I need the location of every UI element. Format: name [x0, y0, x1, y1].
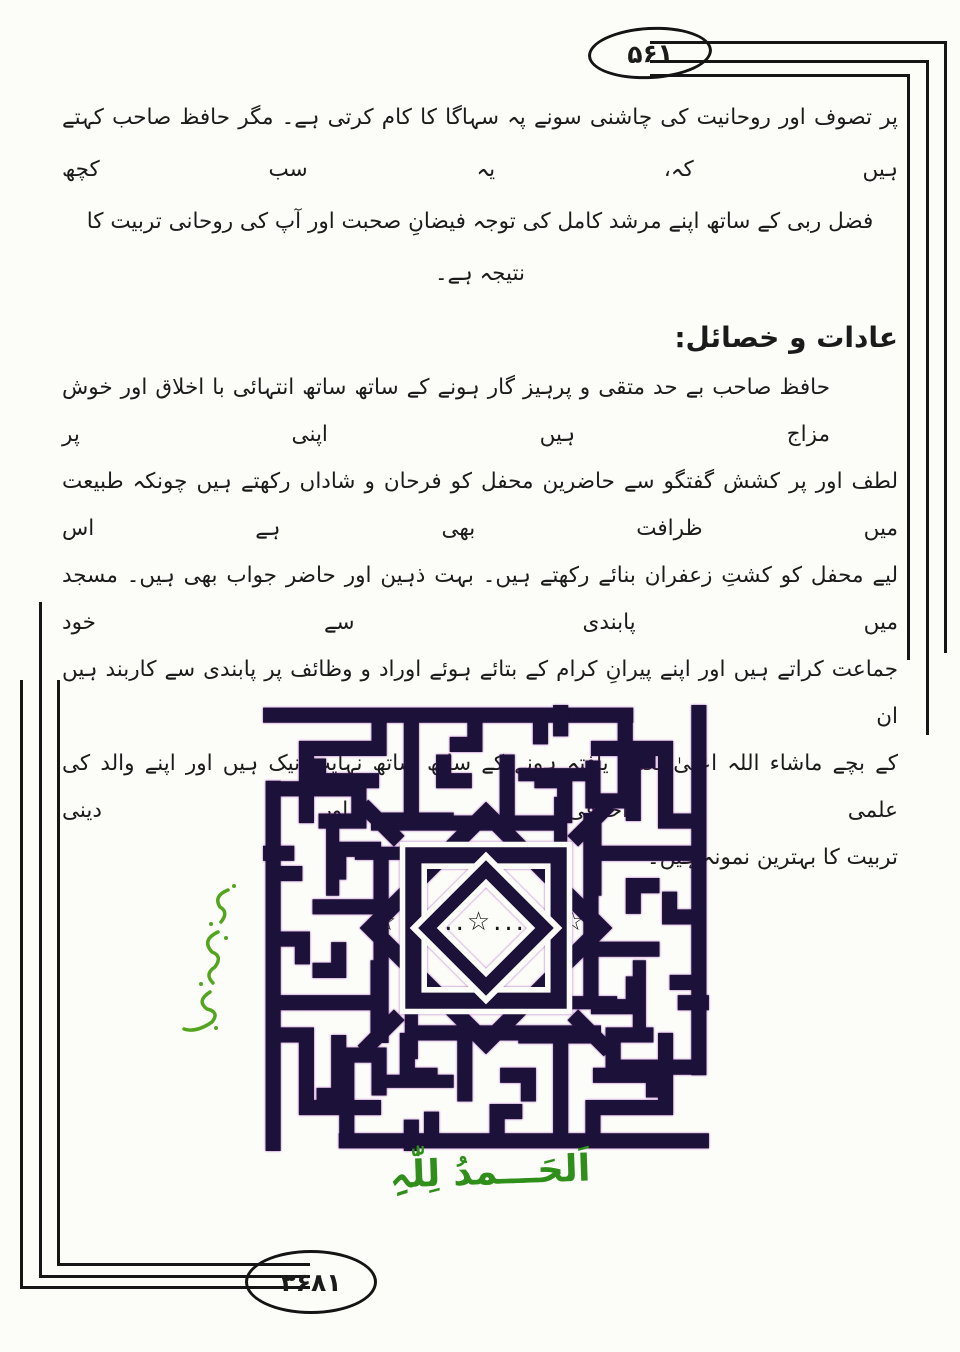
frame-line-left-inner	[57, 680, 60, 1266]
frame-line-right-middle	[926, 60, 929, 735]
frame-line-right-outer	[944, 41, 947, 653]
page-number-oval-bottom	[245, 1250, 377, 1314]
frame-line-left-outer	[20, 680, 23, 1289]
page-number-bottom: ۳۶۸۱	[280, 1267, 342, 1297]
urdu-text-line: حافظ صاحب بے حد متقی و پرہیز گار ہونے کے ساتھ ساتھ انتہائی با اخلاق اور خوش مزاج ہیں اپنی پر	[62, 375, 830, 447]
urdu-text-line: جماعت کراتے ہیں اور اپنے پیرانِ کرام کے بتائے ہوئے اوراد و وظائف پر پابندی سے کاربند ہیں ان	[62, 657, 898, 729]
calligraphy-caption: اَلحَـــمدُ لِلّٰہِ	[388, 1146, 592, 1197]
urdu-text-line: تربیت کا بہترین نمونہ ہیں۔	[647, 845, 898, 870]
frame-line-top-inner	[650, 74, 910, 77]
stars-divider: ☆......☆......☆	[372, 907, 588, 937]
urdu-text-line: پر تصوف اور روحانیت کی چاشنی سونے پہ سہاگا کا کام کرتی ہے۔ مگر حافظ صاحب کہتے ہیں کہ، یہ سب کچھ	[62, 105, 898, 182]
urdu-text-line: کے بچے ماشاء اللہ اعلیٰ تعلیم یافتہ ہونے کے ساتھ ساتھ نہایت نیک ہیں اور اپنے والد کی علمی اخلاقی اور دینی	[62, 751, 898, 823]
urdu-text-line: فضل ربی کے ساتھ اپنے مرشد کامل کی توجہ فیضانِ صحبت اور آپ کی روحانی تربیت کا نتیجہ ہے۔	[86, 209, 874, 286]
kufic-calligraphy-artwork	[258, 700, 714, 1156]
page-number-top: ۵۶۱	[626, 37, 674, 69]
frame-line-right-inner	[907, 74, 910, 660]
paragraph-1	[62, 92, 898, 300]
urdu-text-line: لیے محفل کو کشتِ زعفران بنائے رکھتے ہیں۔ بہت ذہین اور حاضر جواب بھی ہیں۔ مسجد میں پابندی سے خود	[62, 563, 898, 635]
frame-line-left-middle	[39, 602, 42, 1278]
section-heading: عادات و خصائل:	[674, 321, 898, 354]
calligrapher-signature-icon	[180, 876, 262, 1044]
urdu-text-line: لطف اور پر کشش گفتگو سے حاضرین محفل کو فرحان و شاداں رکھتے ہیں چونکہ طبیعت میں ظرافت بھی ہے اس	[62, 469, 898, 541]
